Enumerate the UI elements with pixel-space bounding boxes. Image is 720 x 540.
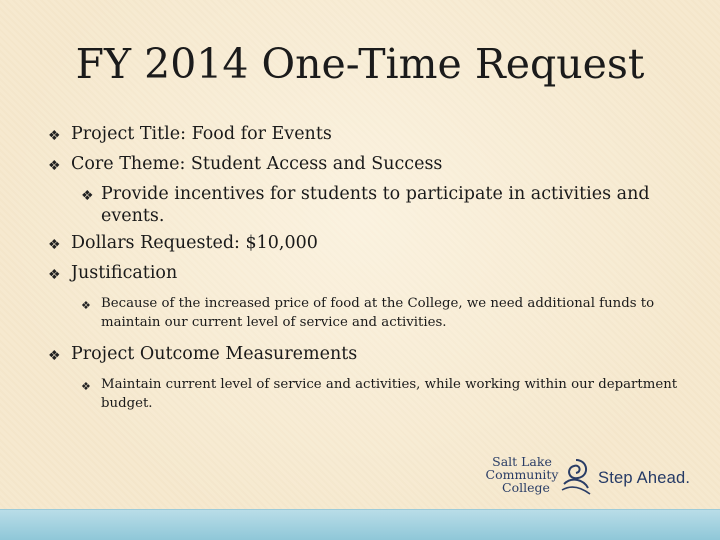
sub-bullet-text: Because of the increased price of food at the College, we need additional funds to maintain our current level of service and activities. <box>101 295 655 330</box>
college-logo <box>484 452 694 504</box>
logo-line-1: Salt Lake <box>492 454 552 469</box>
bullet-text: Project Title: Food for Events <box>71 124 332 144</box>
sub-bullet-text: Provide incentives for students to participate in activities and events. <box>101 184 650 226</box>
sub-bullet-outcome-detail <box>81 375 688 413</box>
sub-bullet-justification-detail <box>81 294 688 332</box>
diamond-bullet-icon: ❖ <box>81 379 91 393</box>
bullet-text: Dollars Requested: $10,000 <box>71 233 318 253</box>
diamond-bullet-icon: ❖ <box>81 188 94 204</box>
bullet-text: Core Theme: Student Access and Success <box>71 153 443 174</box>
bullet-text: Project Outcome Measurements <box>71 343 358 364</box>
logo-line-3: College <box>502 480 550 495</box>
sub-bullet-text: Maintain current level of service and activities, while working within our department budget. <box>101 376 678 411</box>
swirl-emblem-icon <box>558 454 594 498</box>
diamond-bullet-icon: ❖ <box>48 266 61 283</box>
diamond-bullet-icon: ❖ <box>48 128 61 144</box>
sub-bullet-incentives <box>81 183 688 227</box>
bullet-dollars-requested <box>48 233 688 254</box>
bullet-outcome-measurements <box>48 344 688 365</box>
logo-line-2: Community <box>485 467 559 482</box>
diamond-bullet-icon: ❖ <box>48 237 61 253</box>
slide-title: FY 2014 One-Time Request <box>75 40 645 88</box>
bullet-text: Justification <box>71 262 178 283</box>
bullet-list <box>48 124 688 425</box>
diamond-bullet-icon: ❖ <box>81 298 91 312</box>
logo-tagline: Step Ahead. <box>598 469 691 487</box>
bullet-project-title <box>48 124 688 145</box>
bullet-justification <box>48 263 688 284</box>
footer-band <box>0 509 720 540</box>
diamond-bullet-icon: ❖ <box>48 347 61 364</box>
diamond-bullet-icon: ❖ <box>48 157 61 174</box>
bullet-core-theme <box>48 154 688 175</box>
